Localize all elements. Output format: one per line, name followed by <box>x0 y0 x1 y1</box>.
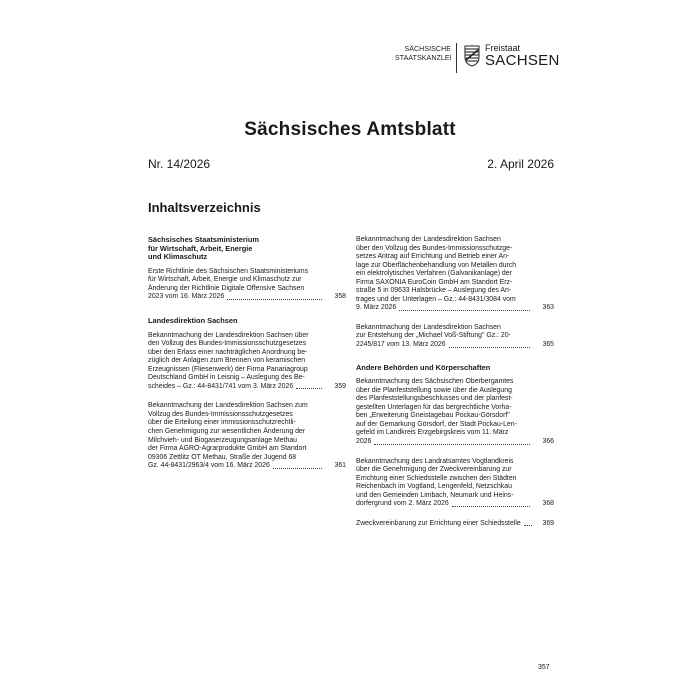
dot-leader <box>374 444 530 445</box>
entry-line: Milchvieh- und Biogaserzeugungsanlage Methau <box>148 436 298 444</box>
toc-entry[interactable] <box>148 268 346 302</box>
entry-page-number: 358 <box>334 293 346 301</box>
dot-leader <box>273 468 322 469</box>
entry-line: über die Erteilung einer immissionsschutzrechtli- <box>148 419 296 427</box>
entry-line: Gz. 44-8431/2963/4 vom 16. März 2026 <box>148 462 270 470</box>
staatskanzlei-line1: SÄCHSISCHE <box>404 46 451 53</box>
entry-line: Änderung der Richtlinie Digitale Offensive Sachsen <box>148 284 305 292</box>
saxony-coat-of-arms-icon <box>464 45 480 67</box>
entry-line: Bekanntmachung der Landesdirektion Sachsen zum <box>148 402 308 410</box>
entry-line: den Vollzug des Bundes-Immissionsschutzgesetzes <box>148 340 307 348</box>
toc-heading: Inhaltsverzeichnis <box>148 200 261 215</box>
dot-leader <box>449 347 530 348</box>
section-title: Andere Behörden und Körperschaften <box>356 362 491 372</box>
dot-leader <box>524 525 532 526</box>
entry-line: zur Entstehung der „Michael Voß-Stiftung" Gz.: 20- <box>356 332 511 340</box>
entry-line: 2026 <box>356 437 372 445</box>
dot-leader <box>227 299 322 300</box>
entry-page-number: 366 <box>542 437 554 445</box>
page-title: Sächsisches Amtsblatt <box>244 119 456 140</box>
entry-line: Errichtung einer Schiedsstelle zwischen den Städten <box>356 474 517 482</box>
entry-line: auf der Gemarkung Görsdorf, der Stadt Pockau-Len- <box>356 420 517 428</box>
entry-line: straße 5 in 09633 Halsbrücke – Auslegung des An- <box>356 287 512 295</box>
logo-divider <box>456 43 457 73</box>
entry-line: der Firma AGRO-Agrarprodukte GmbH am Standort <box>148 445 307 453</box>
entry-line: Bekanntmachung der Landesdirektion Sachsen <box>356 236 501 243</box>
entry-line: lage zur Oberflächenbehandlung von Metallen durch <box>356 261 517 269</box>
dot-leader <box>399 310 530 311</box>
issue-date: 2. April 2026 <box>487 157 554 171</box>
entry-page-number: 363 <box>542 304 554 312</box>
toc-entry[interactable] <box>148 402 346 470</box>
entry-line: setzes Antrag auf Errichtung und Betrieb einer An- <box>356 253 510 261</box>
entry-page-number: 361 <box>334 462 346 470</box>
toc-entry[interactable] <box>356 458 554 509</box>
entry-line: Bekanntmachung des Landratsamtes Vogtlandkreis <box>356 457 514 465</box>
page-number: 357 <box>538 664 550 671</box>
entry-line: ben „Erweiterung Gneistagebau Pockau-Görsdorf" <box>356 412 510 420</box>
staatskanzlei-logo <box>395 45 451 63</box>
dot-leader <box>452 506 530 507</box>
entry-line: über den Erlass einer nachträglichen Anordnung be- <box>148 348 308 356</box>
toc-right-column <box>356 236 554 539</box>
entry-line: 2023 vom 16. März 2026 <box>148 293 225 301</box>
entry-line: für Wirtschaft, Arbeit, Energie und Klimaschutz zur <box>148 276 302 284</box>
entry-line: über den Vollzug des Bundes-Immissionsschutzge- <box>356 244 513 252</box>
entry-line: des Planfeststellungsbeschlusses und der planfest- <box>356 395 513 403</box>
section-title: Landesdirektion Sachsen <box>148 315 238 325</box>
entry-line: Erzeugnissen (Fliesenwerk) der Firma Panariagroup <box>148 365 308 373</box>
toc-entry[interactable] <box>356 378 554 446</box>
dot-leader <box>296 388 322 389</box>
entry-page-number: 359 <box>334 382 346 390</box>
toc-left-column <box>148 236 346 482</box>
toc-entry[interactable] <box>356 520 554 529</box>
entry-line: trages und der Unterlagen – Gz.: 44-8431/3084 vom <box>356 295 516 303</box>
entry-line: Firma SAXONIA EuroCoin GmbH am Standort Erz- <box>356 278 513 286</box>
entry-line: Reichenbach im Vogtland, Lengenfeld, Netzschkau <box>356 483 512 491</box>
entry-page-number: 365 <box>542 341 554 349</box>
entry-line: und den Gemeinden Limbach, Neumark und Heins- <box>356 491 514 499</box>
entry-line: dorfergrund vom 2. März 2026 <box>356 500 449 508</box>
sachsen-label: SACHSEN <box>485 52 560 69</box>
entry-line: 9. März 2026 <box>356 304 397 312</box>
toc-entry[interactable] <box>356 324 554 350</box>
issue-number: Nr. 14/2026 <box>148 157 211 171</box>
entry-page-number: 368 <box>542 500 554 508</box>
entry-line: Deutschland GmbH in Leisnig – Auslegung des Be- <box>148 374 305 382</box>
entry-line: Vollzug des Bundes-Immissionsschutzgesetzes <box>148 410 293 418</box>
entry-line: scheides – Gz.: 44-8431/741 vom 3. März 2026 <box>148 382 294 390</box>
entry-line: gestellten Unterlagen für das bergrechtliche Vorha- <box>356 403 512 411</box>
entry-line: chen Genehmigung zur wesentlichen Änderung der <box>148 428 306 436</box>
header-logos <box>395 43 565 73</box>
entry-line: Zweckvereinbarung zur Errichtung einer Schiedsstelle <box>356 519 521 527</box>
toc-entry[interactable] <box>148 332 346 392</box>
entry-line: gefeld im Landkreis Erzgebirgskreis vom 11. März <box>356 429 509 437</box>
entry-line: züglich der Anlagen zum Brennen von keramischen <box>148 357 306 365</box>
entry-line: Erste Richtlinie des Sächsischen Staatsministeriums <box>148 267 309 275</box>
entry-line: über die Planfeststellung sowie über die Auslegung <box>356 386 512 394</box>
section-title-line: Sächsisches Staatsministerium <box>148 235 259 244</box>
entry-page-number: 369 <box>542 519 554 527</box>
toc-entry[interactable] <box>356 236 554 313</box>
entry-line: Bekanntmachung der Landesdirektion Sachsen <box>356 323 501 331</box>
staatskanzlei-line2: STAATSKANZLEI <box>395 55 452 62</box>
section-title <box>148 236 346 262</box>
entry-line: über die Genehmigung der Zweckvereinbarung zur <box>356 466 512 474</box>
entry-line: 2245/817 vom 13. März 2026 <box>356 341 446 349</box>
entry-line: 09306 Zettlitz OT Methau, Straße der Jugend 68 <box>148 453 297 461</box>
freistaat-label: Freistaat <box>485 43 521 53</box>
entry-line: Bekanntmachung der Landesdirektion Sachsen über <box>148 331 309 339</box>
section-title-line: für Wirtschaft, Arbeit, Energie <box>148 243 253 253</box>
entry-line: ein elektrolytisches Verfahren (Galvanikanlage) der <box>356 270 512 278</box>
section-title-line: und Klimaschutz <box>148 252 208 262</box>
entry-line: Bekanntmachung des Sächsischen Oberbergamtes <box>356 378 514 386</box>
